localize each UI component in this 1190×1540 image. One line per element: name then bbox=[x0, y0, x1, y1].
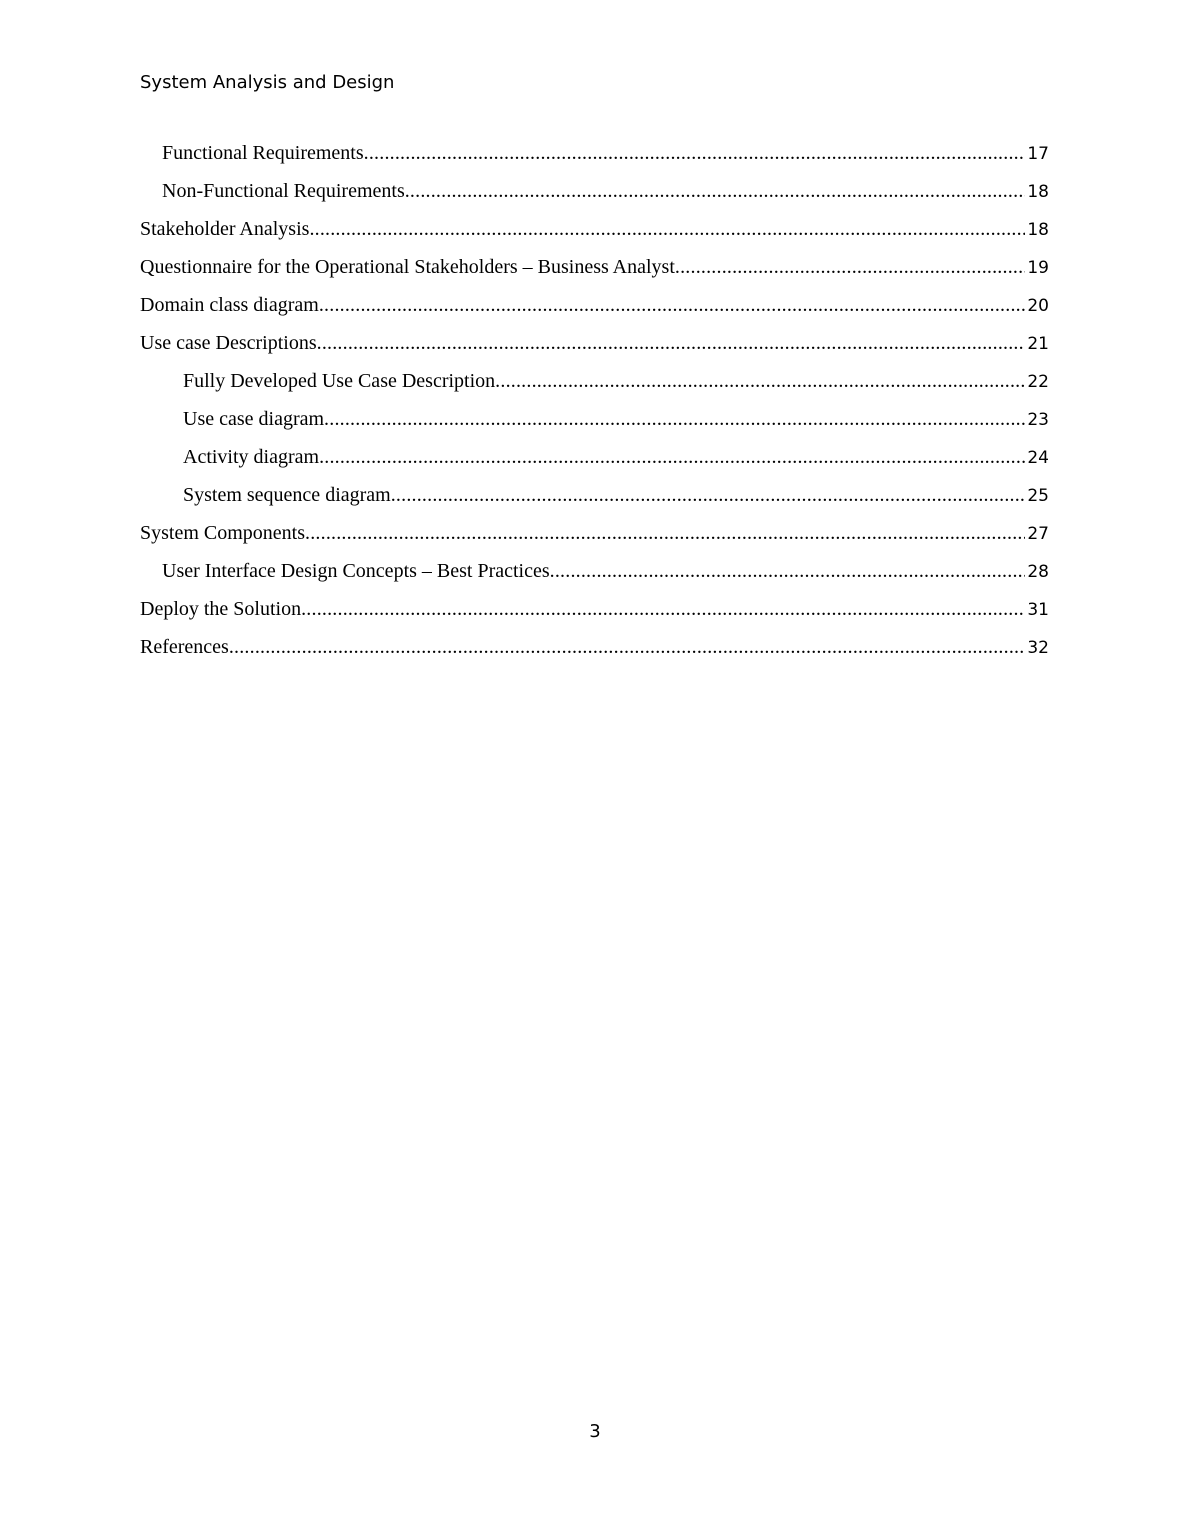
toc-dot-leader bbox=[319, 444, 1025, 470]
toc-entry-title: Questionnaire for the Operational Stakeholders – Business Analyst bbox=[140, 256, 675, 278]
toc-entry-page: 27 bbox=[1027, 524, 1049, 544]
toc-entry-use-case-diagram[interactable] bbox=[140, 406, 1049, 444]
toc-entry-title: Use case diagram bbox=[183, 408, 325, 430]
toc-entry-stakeholder-analysis[interactable] bbox=[140, 216, 1049, 254]
toc-entry-title: Use case Descriptions bbox=[140, 332, 317, 354]
toc-entry-title: System Components bbox=[140, 522, 306, 544]
toc-entry-domain-class-diagram[interactable] bbox=[140, 292, 1049, 330]
toc-entry-page: 22 bbox=[1027, 372, 1049, 392]
toc-entry-title: Deploy the Solution bbox=[140, 598, 302, 620]
toc-dot-leader bbox=[405, 178, 1026, 204]
toc-dot-leader bbox=[319, 292, 1026, 318]
toc-entry-title: Non-Functional Requirements bbox=[162, 180, 405, 202]
toc-dot-leader bbox=[229, 634, 1026, 660]
toc-entry-page: 17 bbox=[1027, 144, 1049, 164]
toc-entry-functional-requirements[interactable] bbox=[140, 140, 1049, 178]
toc-entry-system-components[interactable] bbox=[140, 520, 1049, 558]
toc-dot-leader bbox=[391, 482, 1026, 508]
toc-entry-page: 32 bbox=[1027, 638, 1049, 658]
toc-entry-page: 20 bbox=[1027, 296, 1049, 316]
toc-entry-title: System sequence diagram bbox=[183, 484, 391, 506]
toc-dot-leader bbox=[301, 596, 1025, 622]
toc-entry-page: 24 bbox=[1027, 448, 1049, 468]
toc-entry-page: 31 bbox=[1027, 600, 1049, 620]
toc-entry-deploy-the-solution[interactable] bbox=[140, 596, 1049, 634]
toc-entry-page: 19 bbox=[1027, 258, 1049, 278]
toc-entry-activity-diagram[interactable] bbox=[140, 444, 1049, 482]
toc-entry-fully-developed-use-case[interactable] bbox=[140, 368, 1049, 406]
toc-dot-leader bbox=[550, 558, 1026, 584]
toc-entry-references[interactable] bbox=[140, 634, 1049, 672]
toc-dot-leader bbox=[317, 330, 1026, 356]
toc-entry-title: Activity diagram bbox=[183, 446, 320, 468]
toc-entry-page: 18 bbox=[1027, 182, 1049, 202]
toc-dot-leader bbox=[309, 216, 1025, 242]
toc-dot-leader bbox=[305, 520, 1025, 546]
toc-entry-title: Fully Developed Use Case Description bbox=[183, 370, 496, 392]
toc-entry-page: 28 bbox=[1027, 562, 1049, 582]
toc-entry-non-functional-requirements[interactable] bbox=[140, 178, 1049, 216]
toc-dot-leader bbox=[364, 140, 1026, 166]
toc-entry-system-sequence-diagram[interactable] bbox=[140, 482, 1049, 520]
toc-entry-title: References bbox=[140, 636, 229, 658]
page-number: 3 bbox=[589, 1421, 601, 1442]
toc-entry-title: Functional Requirements bbox=[162, 142, 364, 164]
page-header: System Analysis and Design bbox=[140, 72, 395, 93]
toc-entry-title: Domain class diagram bbox=[140, 294, 319, 316]
toc-entry-title: User Interface Design Concepts – Best Practices bbox=[162, 560, 550, 582]
toc-dot-leader bbox=[324, 406, 1025, 432]
toc-entry-questionnaire[interactable] bbox=[140, 254, 1049, 292]
toc-entry-ui-design-concepts[interactable] bbox=[140, 558, 1049, 596]
toc-entry-page: 21 bbox=[1027, 334, 1049, 354]
toc-entry-use-case-descriptions[interactable] bbox=[140, 330, 1049, 368]
toc-entry-page: 23 bbox=[1027, 410, 1049, 430]
toc-dot-leader bbox=[495, 368, 1025, 394]
toc-entry-page: 18 bbox=[1027, 220, 1049, 240]
toc-entry-title: Stakeholder Analysis bbox=[140, 218, 310, 240]
toc-entry-page: 25 bbox=[1027, 486, 1049, 506]
table-of-contents bbox=[140, 140, 1049, 672]
toc-dot-leader bbox=[675, 254, 1025, 280]
